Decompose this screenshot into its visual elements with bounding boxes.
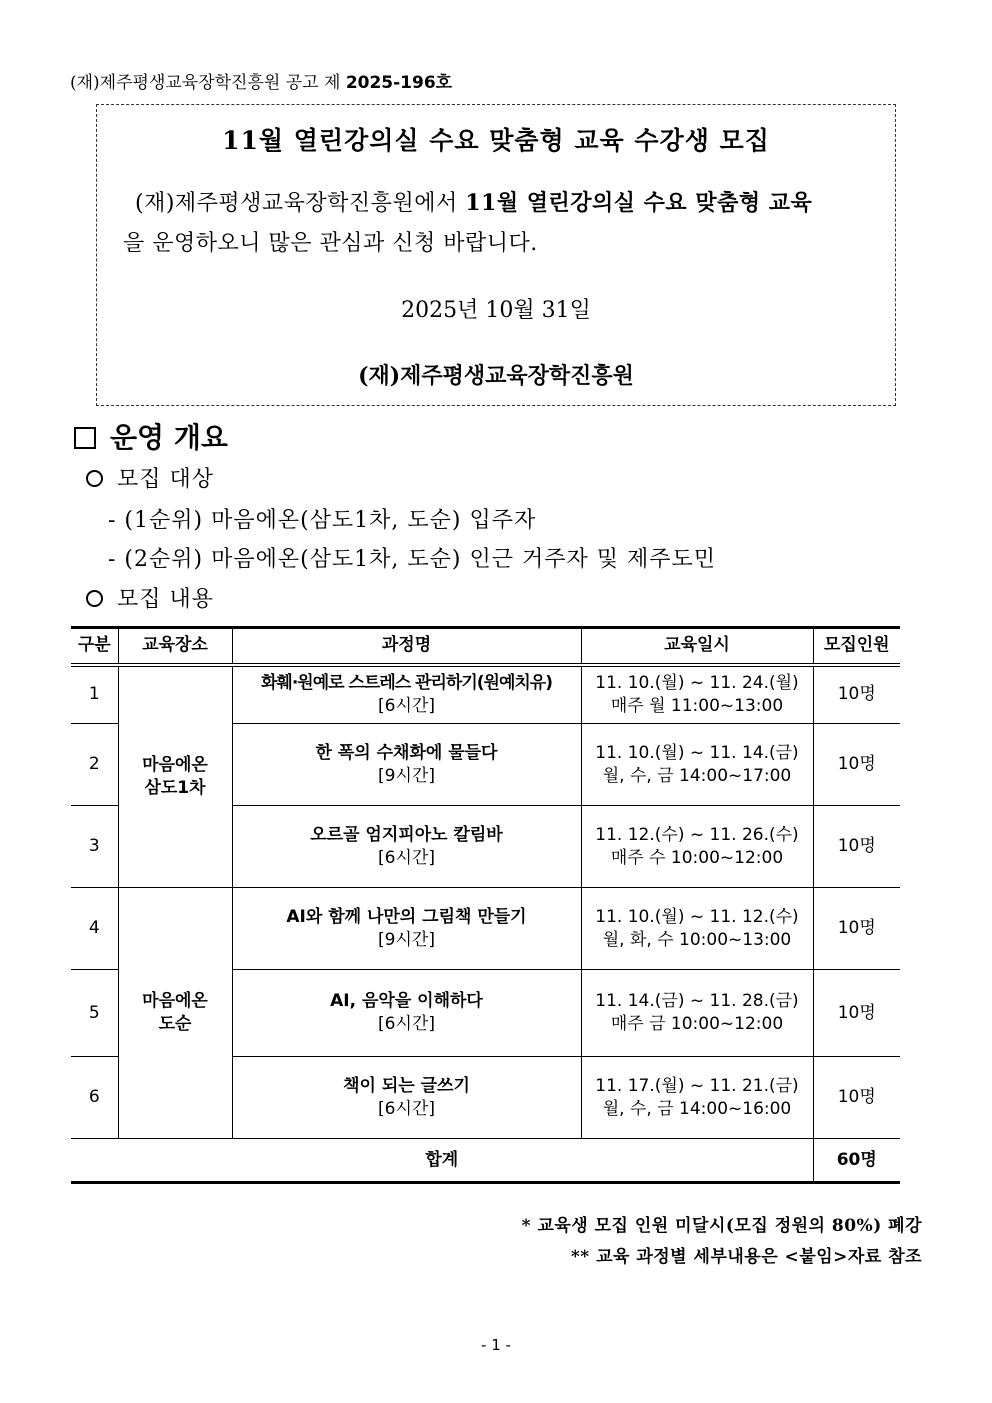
course-cell bbox=[232, 888, 581, 970]
period-schedule: 월, 수, 금 14:00~16:00 bbox=[602, 1098, 792, 1119]
row-no: 6 bbox=[71, 1057, 118, 1139]
row-no: 4 bbox=[71, 888, 118, 970]
note-2: ** 교육 과정별 세부내용은 <붙임>자료 참조 bbox=[570, 1247, 922, 1267]
content-label bbox=[86, 582, 214, 613]
course-duration: [6시간] bbox=[378, 847, 435, 868]
count-cell: 10명 bbox=[813, 1057, 900, 1139]
row-no: 1 bbox=[71, 665, 118, 724]
notice-org: (재)제주평생교육장학진흥원 bbox=[358, 363, 634, 389]
course-duration: [6시간] bbox=[378, 1014, 435, 1034]
row-no: 2 bbox=[71, 724, 118, 806]
notice-box bbox=[96, 104, 896, 406]
course-duration: [9시간] bbox=[378, 765, 435, 786]
square-bullet-icon bbox=[74, 427, 96, 449]
period-range: 11. 10.(월) ~ 11. 24.(월) bbox=[595, 672, 799, 693]
period-schedule: 매주 수 10:00~12:00 bbox=[610, 847, 784, 868]
target-item-1: - (1순위) 마음에온(삼도1차, 도순) 입주자 bbox=[108, 508, 537, 533]
count-cell: 10명 bbox=[813, 806, 900, 888]
course-duration: [6시간] bbox=[378, 695, 435, 716]
course-cell bbox=[232, 806, 581, 888]
course-cell bbox=[232, 724, 581, 806]
target-label bbox=[86, 462, 214, 493]
course-name: AI, 음악을 이해하다 bbox=[330, 991, 483, 1011]
circle-bullet-icon bbox=[86, 470, 103, 487]
course-cell bbox=[232, 970, 581, 1057]
table-row bbox=[71, 888, 900, 970]
course-name: 한 폭의 수채화에 물들다 bbox=[315, 742, 498, 763]
content-label-text: 모집 내용 bbox=[117, 587, 215, 612]
count-cell: 10명 bbox=[813, 970, 900, 1057]
period-cell bbox=[581, 724, 813, 806]
period-range: 11. 12.(수) ~ 11. 26.(수) bbox=[595, 824, 799, 845]
notice-title: 11월 열린강의실 수요 맞춤형 교육 수강생 모집 bbox=[222, 126, 770, 155]
circle-bullet-icon bbox=[86, 590, 103, 607]
period-schedule: 매주 월 11:00~13:00 bbox=[610, 695, 784, 716]
table-header-row bbox=[71, 628, 900, 665]
period-schedule: 월, 화, 수 10:00~13:00 bbox=[602, 929, 792, 950]
course-duration: [6시간] bbox=[378, 1098, 435, 1119]
table-row bbox=[71, 665, 900, 724]
notice-body-bold: 11월 열린강의실 수요 맞춤형 교육 bbox=[465, 190, 813, 216]
notice-body-post: 을 운영하오니 많은 관심과 신청 바랍니다. bbox=[123, 231, 538, 256]
period-cell bbox=[581, 970, 813, 1057]
period-cell bbox=[581, 1057, 813, 1139]
period-range: 11. 10.(월) ~ 11. 12.(수) bbox=[595, 906, 799, 927]
total-label: 합계 bbox=[71, 1139, 813, 1183]
course-name: 화훼·원예로 스트레스 관리하기(원예치유) bbox=[260, 672, 552, 693]
course-name: 책이 되는 글쓰기 bbox=[343, 1075, 470, 1096]
header-period: 교육일시 bbox=[581, 628, 813, 665]
note-1: * 교육생 모집 인원 미달시(모집 정원의 80%) 폐강 bbox=[521, 1216, 922, 1236]
place-name: 마음에온 삼도1차 bbox=[142, 754, 208, 798]
header-count: 모집인원 bbox=[813, 628, 900, 665]
page-number: - 1 - bbox=[481, 1336, 511, 1354]
period-cell bbox=[581, 806, 813, 888]
period-range: 11. 17.(월) ~ 11. 21.(금) bbox=[595, 1075, 799, 1096]
period-range: 11. 10.(월) ~ 11. 14.(금) bbox=[595, 742, 799, 763]
period-schedule: 월, 수, 금 14:00~17:00 bbox=[602, 765, 792, 786]
place-cell bbox=[118, 665, 232, 888]
target-label-text: 모집 대상 bbox=[117, 467, 215, 492]
count-cell: 10명 bbox=[813, 665, 900, 724]
header-no: 구분 bbox=[71, 628, 118, 665]
section-heading bbox=[74, 416, 228, 456]
notice-number-prefix: (재)제주평생교육장학진흥원 공고 제 bbox=[70, 73, 341, 93]
course-cell bbox=[232, 1057, 581, 1139]
place-name: 마음에온 도순 bbox=[142, 991, 208, 1034]
notice-number: 2025-196호 bbox=[345, 73, 453, 93]
course-cell bbox=[232, 665, 581, 724]
header-course: 과정명 bbox=[232, 628, 581, 665]
course-table bbox=[71, 626, 900, 1184]
notice-body-pre: (재)제주평생교육장학진흥원에서 bbox=[135, 191, 466, 216]
section-heading-text: 운영 개요 bbox=[110, 421, 228, 454]
total-value: 60명 bbox=[813, 1139, 900, 1183]
notice-number-line bbox=[70, 68, 452, 93]
count-cell: 10명 bbox=[813, 724, 900, 806]
period-range: 11. 14.(금) ~ 11. 28.(금) bbox=[595, 991, 799, 1011]
header-place: 교육장소 bbox=[118, 628, 232, 665]
period-cell bbox=[581, 888, 813, 970]
target-item-2: - (2순위) 마음에온(삼도1차, 도순) 인근 거주자 및 제주도민 bbox=[108, 547, 716, 572]
notice-body bbox=[123, 183, 871, 264]
place-cell bbox=[118, 888, 232, 1139]
count-cell: 10명 bbox=[813, 888, 900, 970]
row-no: 5 bbox=[71, 970, 118, 1057]
total-row bbox=[71, 1139, 900, 1183]
period-schedule: 매주 금 10:00~12:00 bbox=[610, 1014, 784, 1034]
row-no: 3 bbox=[71, 806, 118, 888]
notice-date: 2025년 10월 31일 bbox=[401, 298, 591, 323]
course-name: 오르골 엄지피아노 칼림바 bbox=[310, 824, 503, 845]
course-name: AI와 함께 나만의 그림책 만들기 bbox=[286, 906, 527, 927]
course-duration: [9시간] bbox=[378, 929, 435, 950]
period-cell bbox=[581, 665, 813, 724]
